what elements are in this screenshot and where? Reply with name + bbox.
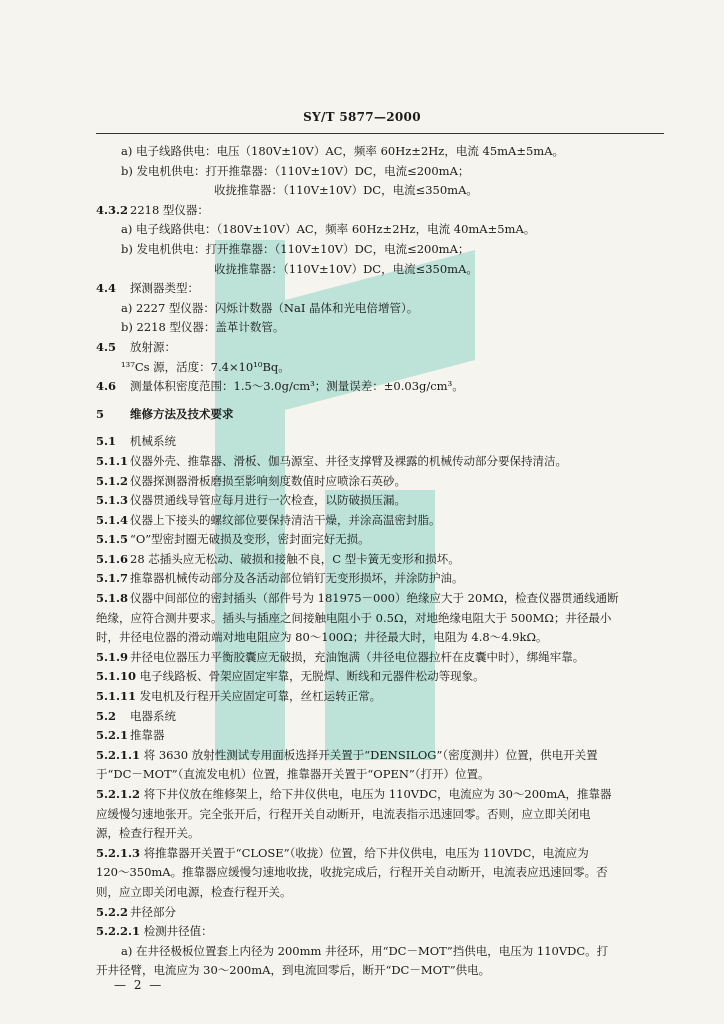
clause-number: 5.1.1 (96, 453, 129, 468)
clause-text: 仪器外壳、推靠器、滑板、伽马源室、井径支撑臂及裸露的机械传动部分要保持清洁。 (130, 453, 567, 468)
clause-text: 2218 型仪器： (130, 202, 209, 217)
text-line (96, 726, 662, 746)
clause-text: a) 电子线路供电：（180V±10V）AC，频率 60Hz±2Hz，电流 40mA±5mA。 (121, 222, 536, 237)
clause-text: 井径电位器压力平衡胶囊应无破损，充油饱满（井径电位器拉杆在皮囊中时），绑绳牢靠。 (130, 649, 585, 664)
clause-text: 仪器贯通线导管应每月进行一次检查，以防破损压漏。 (130, 493, 406, 508)
clause-text: a) 2227 型仪器：闪烁计数器（NaI 晶体和光电倍增管）。 (121, 300, 419, 315)
clause-number: 4.5 (96, 339, 117, 354)
clause-text: 机械系统 (130, 434, 176, 449)
page-header: SY/T 5877—2000 (303, 110, 421, 124)
clause-text: 将下井仪放在维修架上，给下井仪供电，电压为 110VDC，电流应为 30～200mA，推靠器 (143, 787, 612, 801)
text-line (96, 220, 662, 240)
clause-text: 于“DC－MOT”（直流发电机）位置，推靠器开关置于“OPEN”（打开）位置。 (96, 767, 490, 782)
text-line (96, 240, 662, 260)
clause-text: 维修方法及技术要求 (130, 406, 234, 421)
text-line (96, 142, 662, 162)
clause-text: ¹³⁷Cs 源，活度：7.4×10¹⁰Bq。 (121, 359, 290, 374)
text-line (96, 648, 662, 668)
clause-number: 5.1 (96, 434, 117, 449)
clause-text: 推靠器机械传动部分及各活动部位销钉无变形损坏，并涂防护油。 (130, 571, 464, 586)
spacer (96, 424, 662, 432)
header-rule (96, 133, 664, 134)
clause-text: 收拢推靠器：（110V±10V）DC，电流≤350mA。 (214, 183, 478, 198)
clause-text: b) 发电机供电：打开推靠器：（110V±10V）DC，电流≤200mA； (121, 241, 470, 256)
clause-text: 探测器类型： (130, 281, 199, 296)
clause-text: 收拢推靠器：（110V±10V）DC，电流≤350mA。 (214, 261, 478, 276)
clause-number: 5.2.1.2 (96, 787, 141, 801)
text-line (96, 338, 662, 358)
spacer (96, 397, 662, 405)
clause-text: b) 2218 型仪器：盖革计数管。 (121, 320, 285, 335)
text-line (96, 942, 662, 962)
clause-text: 开井径臂，电流应为 30～200mA，到电流回零后，断开“DC－MOT”供电。 (96, 963, 491, 978)
clause-number: 5.2.1.3 (96, 845, 141, 860)
text-line (96, 903, 662, 923)
text-line (96, 299, 662, 319)
text-line (96, 667, 662, 687)
clause-number: 5 (96, 406, 105, 421)
page-number: — 2 — (114, 978, 164, 992)
text-line (96, 279, 662, 299)
clause-number: 5.2.2.1 (96, 924, 141, 939)
body-text (96, 142, 662, 981)
clause-text: 28 芯插头应无松动、破损和接触不良，C 型卡簧无变形和损坏。 (130, 551, 460, 566)
clause-number: 5.1.10 (96, 669, 137, 684)
clause-text: 将推靠器开关置于“CLOSE”（收拢）位置，给下井仪供电，电压为 110VDC，电流应为 (143, 845, 589, 860)
clause-number: 5.1.8 (96, 591, 129, 606)
text-line (96, 318, 662, 338)
text-line (96, 883, 662, 903)
text-line (96, 746, 662, 766)
clause-text: 将 3630 放射性测试专用面板选择开关置于“DENSILOG”（密度测井）位置，供电开关置 (143, 747, 598, 762)
text-line (96, 707, 662, 727)
text-line (96, 550, 662, 570)
text-line (96, 961, 662, 981)
clause-text: 推靠器 (130, 728, 165, 743)
text-line (96, 358, 662, 378)
text-line (96, 530, 662, 550)
clause-text: 绝缘，应符合测井要求。插头与插座之间接触电阻小于 0.5Ω，对地绝缘电阻大于 500MΩ；井径最小 (96, 610, 612, 625)
text-line (96, 805, 662, 825)
text-line (96, 201, 662, 221)
clause-number: 5.2.1 (96, 728, 129, 743)
clause-number: 5.1.5 (96, 532, 129, 547)
clause-text: a) 电子线路供电：电压（180V±10V）AC，频率 60Hz±2Hz，电流 45mA±5mA。 (121, 144, 565, 158)
clause-text: 仪器探测器滑板磨损至影响刻度数值时应喷涂石英砂。 (130, 473, 406, 488)
text-line (96, 452, 662, 472)
clause-text: 电子线路板、骨架应固定牢靠，无脱焊、断线和元器件松动等现象。 (139, 669, 485, 684)
clause-text: b) 发电机供电：打开推靠器：（110V±10V）DC，电流≤200mA； (121, 163, 470, 178)
clause-number: 5.1.9 (96, 649, 129, 664)
clause-number: 4.4 (96, 281, 117, 296)
text-line (96, 785, 662, 805)
clause-number: 4.6 (96, 379, 117, 394)
clause-text: 井径部分 (130, 904, 176, 919)
text-line (96, 628, 662, 648)
text-line (96, 260, 662, 280)
text-line (96, 922, 662, 942)
clause-text: 发电机及行程开关应固定可靠，丝杠运转正常。 (139, 689, 382, 704)
text-line (96, 569, 662, 589)
text-line (96, 609, 662, 629)
text-line (96, 824, 662, 844)
clause-number: 5.1.11 (96, 689, 137, 704)
clause-text: a) 在井径极板位置套上内径为 200mm 井径环，用“DC－MOT”挡供电，电压为 110VDC。打 (121, 943, 609, 958)
text-line (96, 765, 662, 785)
clause-number: 5.2.1.1 (96, 747, 141, 762)
clause-text: 仪器上下接头的螺纹部位要保持清洁干燥，并涂高温密封脂。 (130, 512, 441, 527)
clause-number: 5.1.2 (96, 473, 129, 488)
clause-text: 时，井径电位器的滑动端对地电阻应为 80～100Ω；井径最大时，电阻为 4.8～4.9kΩ。 (96, 630, 548, 645)
clause-number: 5.1.6 (96, 551, 129, 566)
clause-text: 测量体积密度范围：1.5～3.0g/cm³；测量误差：±0.03g/cm³。 (130, 379, 464, 394)
text-line (96, 589, 662, 609)
clause-text: “O”型密封圈无破损及变形，密封面完好无损。 (130, 532, 370, 547)
text-line (96, 491, 662, 511)
clause-number: 5.2.2 (96, 904, 129, 919)
text-line (96, 405, 662, 425)
clause-text: 应缓慢匀速地张开。完全张开后，行程开关自动断开，电流表指示迅速回零。否则，应立即关闭电 (96, 806, 591, 821)
clause-text: 120～350mA。推靠器应缓慢匀速地收拢，收拢完成后，行程开关自动断开，电流表应迅速回零。否 (96, 865, 608, 880)
clause-text: 则，应立即关闭电源，检查行程开关。 (96, 884, 292, 899)
clause-number: 5.1.3 (96, 493, 129, 508)
clause-text: 电器系统 (130, 708, 176, 723)
clause-number: 5.1.4 (96, 512, 129, 527)
clause-number: 5.2 (96, 708, 117, 723)
clause-number: 4.3.2 (96, 202, 129, 217)
clause-text: 检测井径值： (143, 924, 213, 939)
clause-text: 放射源： (130, 339, 176, 354)
text-line (96, 687, 662, 707)
text-line (96, 432, 662, 452)
text-line (96, 511, 662, 531)
clause-text: 仪器中间部位的密封插头（部件号为 181975－000）绝缘应大于 20MΩ，检查仪器贯通线通断 (130, 591, 619, 606)
clause-text: 源，检查行程开关。 (96, 826, 200, 841)
text-line (96, 472, 662, 492)
text-line (96, 162, 662, 182)
text-line (96, 377, 662, 397)
text-line (96, 863, 662, 883)
text-line (96, 844, 662, 864)
text-line (96, 181, 662, 201)
clause-number: 5.1.7 (96, 571, 129, 586)
